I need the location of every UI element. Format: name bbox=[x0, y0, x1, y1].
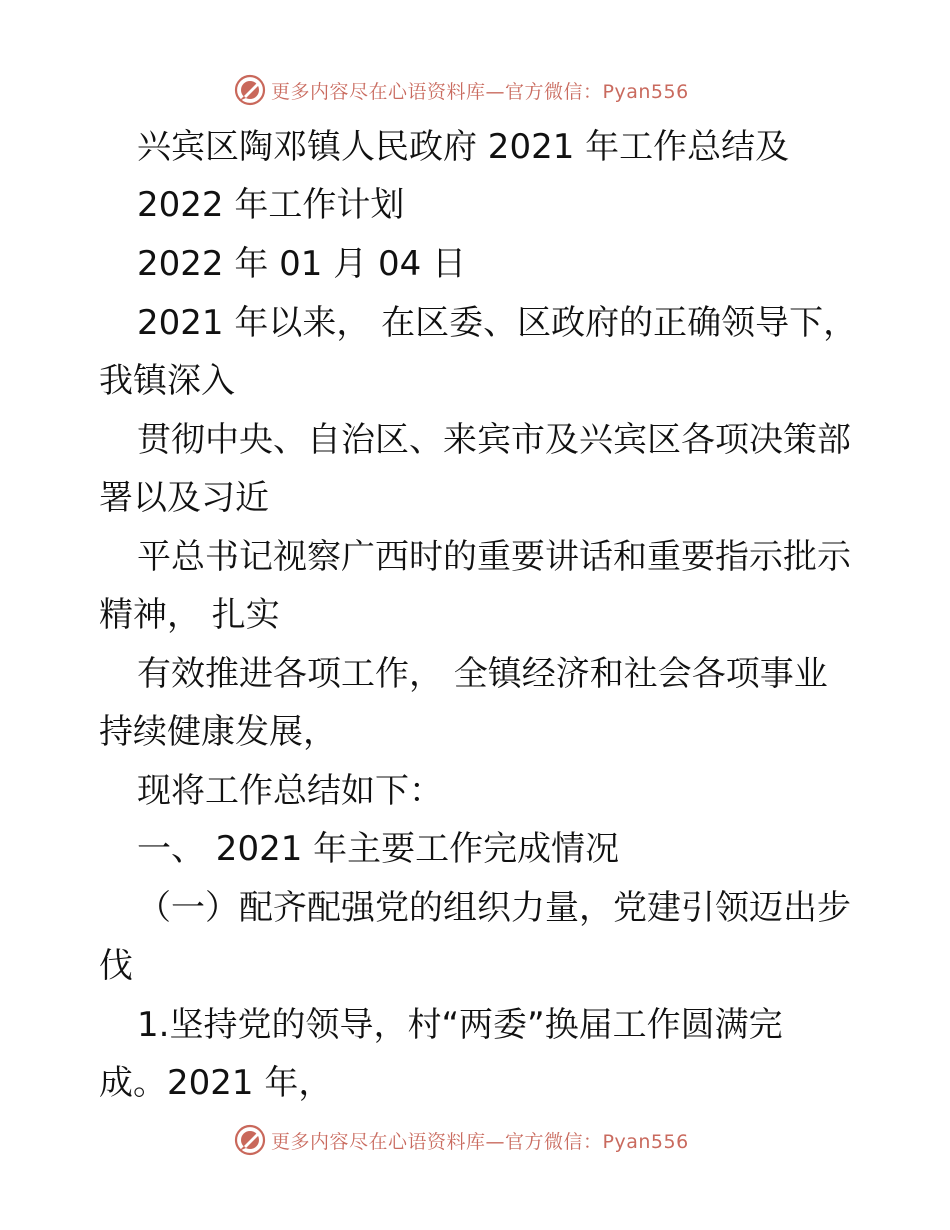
paragraph-line: 平总书记视察广西时的重要讲话和重要指示批示 bbox=[137, 537, 851, 577]
subsection-heading-cont: 伐 bbox=[99, 946, 133, 986]
pen-logo-icon bbox=[233, 1123, 267, 1157]
subsection-heading: （一）配齐配强党的组织力量，党建引领迈出步 bbox=[137, 888, 851, 928]
watermark-text: 更多内容尽在心语资料库—官方微信：Pyan556 bbox=[271, 1130, 689, 1153]
item-heading: 1.坚持党的领导，村“两委”换届工作圆满完 bbox=[137, 1005, 783, 1045]
watermark-footer bbox=[233, 1120, 689, 1160]
date-line: 2022 年 01 月 04 日 bbox=[137, 244, 467, 284]
pen-logo-icon bbox=[233, 73, 267, 107]
watermark-text: 更多内容尽在心语资料库—官方微信：Pyan556 bbox=[271, 80, 689, 103]
paragraph-line: 我镇深入 bbox=[99, 361, 235, 401]
paragraph-line: 精神， 扎实 bbox=[99, 595, 280, 635]
title-line-2: 2022 年工作计划 bbox=[137, 185, 405, 225]
paragraph-line: 2021 年以来， 在区委、区政府的正确领导下， bbox=[137, 303, 858, 343]
watermark-header bbox=[233, 70, 689, 110]
paragraph-line: 有效推进各项工作， 全镇经济和社会各项事业 bbox=[137, 654, 828, 694]
paragraph-line: 成。2021 年， bbox=[99, 1063, 333, 1103]
paragraph-line: 现将工作总结如下： bbox=[137, 771, 443, 811]
title-line-1: 兴宾区陶邓镇人民政府 2021 年工作总结及 bbox=[137, 127, 790, 167]
paragraph-line: 持续健康发展， bbox=[99, 712, 337, 752]
section-heading: 一、 2021 年主要工作完成情况 bbox=[137, 829, 620, 869]
paragraph-line: 贯彻中央、自治区、来宾市及兴宾区各项决策部 bbox=[137, 420, 851, 460]
paragraph-line: 署以及习近 bbox=[99, 478, 269, 518]
